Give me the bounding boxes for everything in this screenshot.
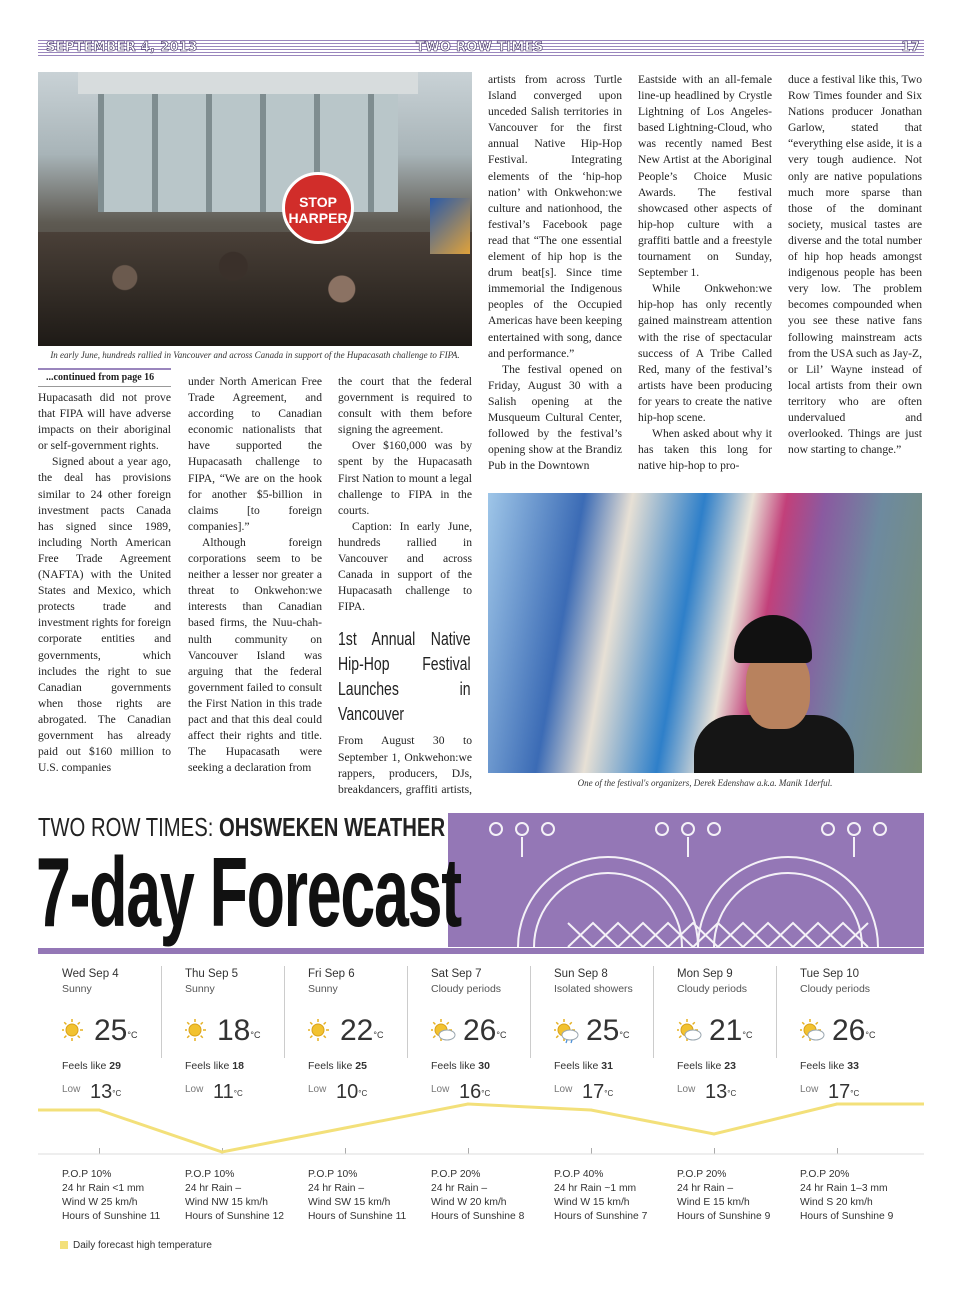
paragraph: The festival opened on Friday, August 30 with a Salish opening at the Musqueum Cultural Center, followed by the festival’s opening show at the Brandiz Pub in the Downtown [488,362,622,473]
day-name: Mon Sep 9 [677,968,733,980]
high-temperature: $25^{^\circ C}$ [586,1014,630,1047]
high-temperature-point [221,1151,224,1154]
low-label: Low [185,1084,204,1095]
paragraph: While Onkwehon:we hip-hop has only recently gained mainstream attention with the rise of spectacular success of A Tribe Called Red, many of the festival’s artists have been producing for years to create the native hip-hop scene. [638,282,772,424]
awning [78,72,418,94]
paragraph: Hupacasath did not prove that FIPA will have adverse impacts on their aboriginal or self-government rights. [38,391,171,453]
forecast-label-bold: OHSWEKEN WEATHER [219,812,446,842]
article-column-2 [188,374,322,796]
low-temperature: $13^{^\circ C}$ [705,1081,737,1103]
pop: P.O.P 10% [308,1169,358,1180]
article-column-6 [788,72,922,492]
paragraph: Over $160,000 was by spent by the Hupacasath First Nation to mount a legal challenge to FIPA in the courts. [338,439,472,517]
rain: 24 hr Rain – [431,1183,488,1194]
protest-sign: STOP HARPER [282,172,354,244]
low-temperature: $17^{^\circ C}$ [582,1081,614,1103]
paragraph: From August 30 to September 1, Onkwehon:we rappers, producers, DJs, breakdancers, graffiti artists, [338,734,472,796]
day-condition: Sunny [62,983,92,995]
high-temperature-point [713,1133,716,1136]
legend-swatch [60,1241,68,1249]
high-temperature: $25^{^\circ C}$ [94,1014,138,1047]
forecast-legend [60,1240,212,1252]
high-temperature-point [98,1109,101,1112]
festival-organizer-photo [488,493,922,773]
pop: P.O.P 10% [185,1169,235,1180]
low-temperature: $11^{^\circ C}$ [213,1081,243,1103]
sunshine: Hours of Sunshine 8 [431,1211,525,1222]
forecast-title: 7-day Forecast [36,837,461,947]
day-name: Wed Sep 4 [62,968,119,980]
beadwork-pattern [448,813,924,947]
pop: P.O.P 10% [62,1169,112,1180]
article-column-1 [38,368,171,796]
low-temperature: $17^{^\circ C}$ [828,1081,860,1103]
low-temperature: $16^{^\circ C}$ [459,1081,491,1103]
header-title: TWO ROW TIMES [416,40,544,55]
rain: 24 hr Rain – [308,1183,365,1194]
sunshine: Hours of Sunshine 11 [62,1211,161,1222]
day-condition: Cloudy periods [800,983,871,995]
low-label: Low [800,1084,819,1095]
day-condition: Cloudy periods [431,983,502,995]
rain: 24 hr Rain – [677,1183,734,1194]
low-label: Low [677,1084,696,1095]
wind: Wind E 15 km/h [677,1197,750,1208]
header-page-number: 17 [901,40,920,55]
paragraph: Although foreign corporations seem to be neither a lesser nor greater a threat to Onkwehon:we interests than Canadian based firms, the Nuu-chah-nulth community on Vancouver Island was arguing that the federal government failed to consult the First Nation in this trade pact and that this deal could affect their rights and title. The Hupacasath were seeking a declaration from [188,535,322,775]
pop: P.O.P 20% [431,1169,481,1180]
header-bar [38,40,924,56]
rain: 24 hr Rain 1–3 mm [800,1183,888,1194]
low-label: Low [62,1084,81,1095]
paragraph: Signed about a year ago, the deal has provisions similar to 24 other foreign investment pacts Canada has signed since 1989, including North American Free Trade Agreement (NAFTA) with the United States and Mexico, which protects trade and investment rights for foreign corporate entities and governments, which includes the right to sue Canadian governments when those rights are abrogated. The Canadian government has already paid out $160 million to U.S. companies [38,455,171,775]
rain: 24 hr Rain ~1 mm [554,1183,637,1194]
article-column-3 [338,374,472,796]
article-column-5 [638,72,772,492]
flag [430,198,470,254]
feels-like: Feels like 25 [308,1060,367,1072]
high-temperature: $26^{^\circ C}$ [463,1014,507,1047]
article-column-4 [488,72,622,492]
paragraph: Caption: In early June, hundreds rallied in Vancouver and across Canada in support of the Hupacasath challenge to FIPA. [338,519,472,614]
pop: P.O.P 20% [677,1169,727,1180]
feels-like: Feels like 31 [554,1060,613,1072]
high-temperature: $18^{^\circ C}$ [217,1014,261,1047]
high-temperature-line [38,1104,924,1152]
continued-label: ...continued from page 16 [38,368,171,387]
feels-like: Feels like 33 [800,1060,859,1072]
paragraph: Eastside with an all-female line-up headlined by Crystle Lightning of Los Angeles-based Lightning-Cloud, who was recently named Best New Artist at the Aboriginal People’s Choice Music Awards. The festival showcased other aspects of hip-hop culture with a graffiti battle and a freestyle tournament on Sunday, September 1. [638,73,772,280]
low-label: Low [431,1084,450,1095]
pop: P.O.P 40% [554,1169,604,1180]
high-temperature-point [344,1127,347,1130]
rally-photo-caption: In early June, hundreds rallied in Vancouver and across Canada in support of the Hupacasath challenge to FIPA. [50,350,460,360]
high-temperature-trend-chart [38,962,924,1202]
sunshine: Hours of Sunshine 7 [554,1211,648,1222]
wind: Wind S 20 km/h [800,1197,873,1208]
person-cap [734,615,812,663]
high-temperature: $22^{^\circ C}$ [340,1014,384,1047]
high-temperature: $21^{^\circ C}$ [709,1014,753,1047]
wind: Wind SW 15 km/h [308,1197,391,1208]
header-date: SEPTEMBER 4, 2013 [46,40,198,55]
day-name: Tue Sep 10 [800,968,860,980]
rain: 24 hr Rain <1 mm [62,1183,145,1194]
paragraph: the court that the federal government is required to consult with them before signing the agreement. [338,375,472,437]
wind: Wind W 20 km/h [431,1197,507,1208]
day-name: Sat Sep 7 [431,968,482,980]
forecast-label-prefix: TWO ROW TIMES: [38,812,214,842]
decorative-pattern-banner [448,813,924,947]
festival-photo-caption: One of the festival's organizers, Derek Edenshaw a.k.a. Manik 1derful. [577,778,833,788]
day-condition: Cloudy periods [677,983,748,995]
high-temperature-point [836,1103,839,1106]
day-name: Thu Sep 5 [185,968,239,980]
legend-label: Daily forecast high temperature [73,1240,212,1251]
day-name: Fri Sep 6 [308,968,355,980]
low-label: Low [554,1084,573,1095]
day-condition: Isolated showers [554,983,633,995]
day-condition: Sunny [308,983,338,995]
high-temperature-point [467,1103,470,1106]
feels-like: Feels like 30 [431,1060,490,1072]
low-label: Low [308,1084,327,1095]
sunshine: Hours of Sunshine 11 [308,1211,407,1222]
feels-like: Feels like 29 [62,1060,121,1072]
crowd [38,232,472,346]
paragraph: artists from across Turtle Island converged upon unceded Salish territories in Vancouver for the first annual Native Hip-Hop Festival. Integrating elements of the ‘hip-hop nation’ with Onkwehon:we culture and nationhood, the festival’s Facebook page read that “The one essential element of hip hop is the drum beat[s]. Since time immemorial the Indigenous peoples of the Occupied Americas have been keeping entertained with song, dance and performance.” [488,73,622,360]
day-condition: Sunny [185,983,215,995]
low-temperature: $10^{^\circ C}$ [336,1081,368,1103]
wind: Wind W 15 km/h [554,1197,630,1208]
day-name: Sun Sep 8 [554,968,608,980]
feels-like: Feels like 18 [185,1060,244,1072]
high-temperature-point [590,1109,593,1112]
sunshine: Hours of Sunshine 9 [677,1211,771,1222]
pop: P.O.P 20% [800,1169,850,1180]
feels-like: Feels like 23 [677,1060,736,1072]
high-temperature: $26^{^\circ C}$ [832,1014,876,1047]
hiphop-headline: 1st Annual Native Hip-Hop Festival Launches in Vancouver [338,629,471,725]
rain: 24 hr Rain – [185,1183,242,1194]
sunshine: Hours of Sunshine 12 [185,1211,285,1222]
wind: Wind W 25 km/h [62,1197,138,1208]
low-temperature: $13^{^\circ C}$ [90,1081,122,1103]
paragraph: duce a festival like this, Two Row Times founder and Six Nations producer Jonathan Garlow, stated that “everything else aside, it is a very tough audience. Not only are native populations much more sparse than those of the dominant society, musical tastes are diverse and the total number of hip hop heads amongst indigenous people has been very low. The problem becomes compounded when you see these native fans following mainstream acts from the USA such as Jay-Z, or Lil’ Wayne instead of local artists from their own territory who are often undervalued and overlooked. Things are just now starting to change.” [788,73,922,457]
paragraph: under North American Free Trade Agreement, and according to Canadian economic nationalists that have supported the Hupacasath challenge to FIPA, “We are on the hook for another $5-billion in claims [to foreign companies].” [188,375,322,533]
wind: Wind NW 15 km/h [185,1197,268,1208]
paragraph: When asked about why it has taken this long for native hip-hop to pro- [638,427,772,473]
sunshine: Hours of Sunshine 9 [800,1211,894,1222]
forecast-rule [38,948,924,954]
rally-photo [38,72,472,346]
